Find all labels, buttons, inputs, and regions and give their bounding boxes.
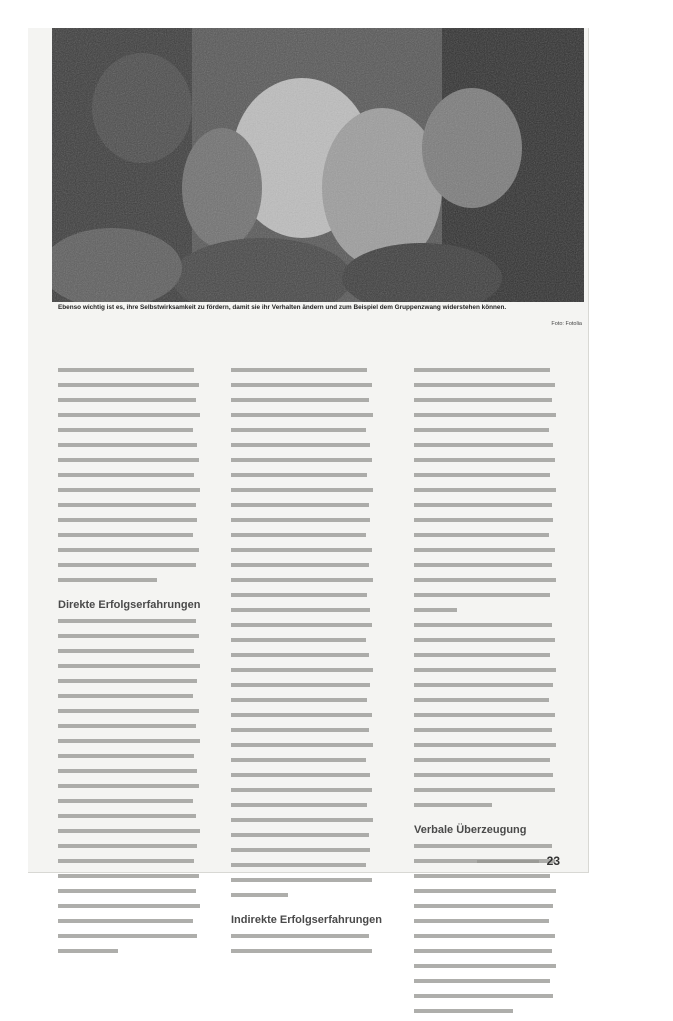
crowd-photo — [52, 28, 584, 302]
body-text — [58, 619, 200, 960]
section-heading: Indirekte Erfolgserfahrungen — [231, 914, 382, 926]
body-text — [231, 934, 373, 960]
body-text — [414, 844, 556, 1020]
photo — [52, 28, 584, 302]
body-text — [231, 368, 373, 904]
photo-caption: Ebenso wichtig ist es, ihre Selbstwirksamkeit zu fördern, damit sie ihr Verhalten ändern und zum Beispiel dem Gruppenzwang widerstehen können. — [58, 304, 507, 311]
photo-credit: Foto: Fotolia — [551, 321, 582, 327]
journal-name — [477, 860, 539, 863]
section-heading: Verbale Überzeugung — [414, 824, 527, 836]
text-column-1 — [58, 364, 200, 961]
page-footer — [477, 854, 560, 868]
page-number: 23 — [546, 854, 560, 868]
body-text — [58, 368, 200, 589]
section-heading: Direkte Erfolgserfahrungen — [58, 599, 201, 611]
document-page — [28, 28, 589, 926]
text-column-3 — [414, 364, 556, 1021]
text-column-2 — [231, 364, 382, 961]
body-text — [414, 368, 556, 814]
